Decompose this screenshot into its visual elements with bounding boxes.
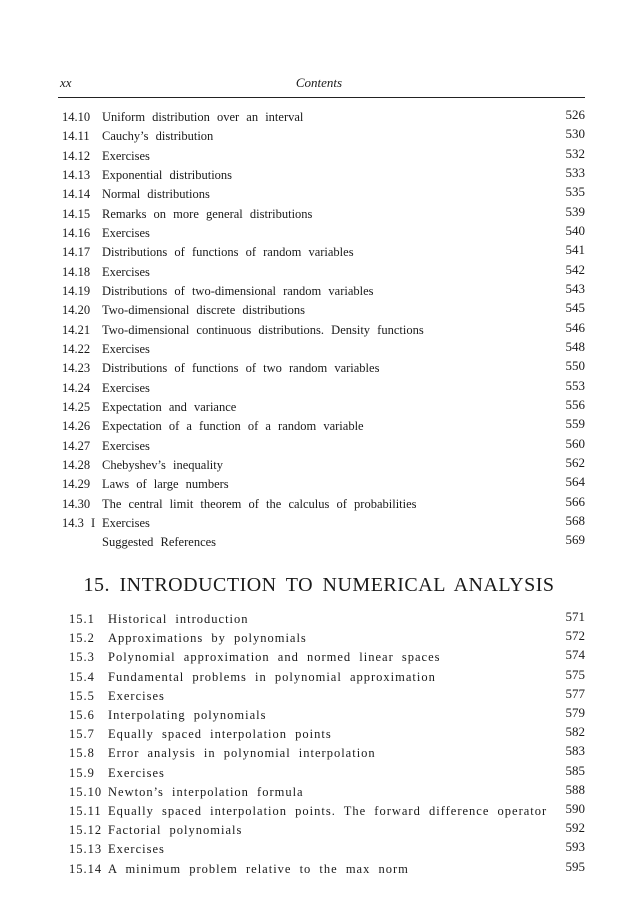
entry-page-number: 577 [565, 685, 585, 701]
toc-entry [0, 300, 638, 322]
entry-number: 14.3 I [62, 515, 96, 530]
entry-title: Newton’s interpolation formula [108, 784, 304, 799]
toc-entry [0, 666, 638, 689]
toc-entry [0, 164, 638, 187]
toc-entry [0, 416, 638, 438]
entry-number: 14.11 [62, 129, 90, 144]
entry-title: Normal distributions [102, 187, 210, 202]
entry-page-number: 526 [565, 107, 585, 122]
toc-entry [0, 647, 638, 669]
toc-entry [0, 724, 638, 746]
entry-page-number: 590 [565, 801, 585, 816]
toc-entry [0, 801, 638, 823]
entry-number: 14.10 [62, 110, 91, 124]
entry-page-number: 550 [565, 358, 585, 374]
toc-entry [0, 628, 638, 650]
toc-entry [0, 839, 638, 861]
entry-number: 15.5 [69, 688, 95, 703]
toc-entry [0, 685, 638, 708]
toc-entry [0, 203, 638, 226]
toc-entry [0, 242, 638, 264]
entry-number: 15.3 [69, 650, 95, 665]
header-title: Contents [295, 75, 343, 90]
entry-page-number: 530 [565, 126, 585, 142]
entry-number: 14.27 [62, 438, 91, 453]
entry-page-number: 579 [565, 705, 585, 720]
toc-entry [0, 107, 638, 129]
chapter-15-heading: 15. INTRODUCTION TO NUMERICAL ANALYSIS [83, 574, 555, 596]
entry-number: 14.29 [62, 477, 91, 492]
entry-page-number: 571 [565, 609, 585, 624]
entry-page-number: 568 [565, 512, 585, 528]
entry-page-number: 546 [565, 319, 585, 335]
entry-page-number: 560 [565, 435, 585, 451]
entry-page-number: 535 [565, 184, 585, 200]
entry-number: 15.10 [69, 784, 103, 799]
entry-title: Expectation and variance [102, 399, 237, 414]
entry-title: Exercises [102, 264, 150, 279]
entry-title: Error analysis in polynomial interpolation [108, 746, 376, 761]
entry-number: 15.12 [69, 823, 103, 838]
entry-number: 14.24 [62, 380, 91, 395]
entry-title: Exercises [108, 842, 165, 857]
entry-title: Historical introduction [108, 612, 249, 626]
entry-page-number: 572 [565, 628, 585, 644]
entry-number: 14.18 [62, 264, 91, 279]
toc-entry [0, 396, 638, 419]
entry-title: Exercises [102, 341, 150, 356]
entry-title: Exercises [108, 765, 165, 780]
entry-number: 14.17 [62, 245, 91, 260]
entry-title: Chebyshev’s inequality [102, 457, 223, 472]
entry-title: Distributions of two-dimensional random variables [102, 283, 374, 298]
entry-number: 15.13 [69, 842, 103, 857]
entry-title: A minimum problem relative to the max norm [108, 861, 409, 876]
entry-number: 15.2 [69, 631, 95, 646]
entry-title: Polynomial approximation and normed linear spaces [108, 650, 441, 665]
entry-number: 14.23 [62, 361, 91, 376]
entry-page-number: 583 [565, 743, 585, 759]
entry-page-number: 566 [565, 493, 585, 509]
entry-page-number: 548 [565, 338, 585, 354]
entry-title: Uniform distribution over an interval [102, 110, 304, 124]
toc-entry [0, 319, 638, 342]
toc-entry [0, 145, 638, 168]
entry-page-number: 585 [565, 762, 585, 778]
toc-entry [0, 820, 638, 842]
entry-page-number: 553 [565, 377, 585, 393]
entry-number: 15.1 [69, 612, 95, 626]
entry-page-number: 582 [565, 724, 585, 740]
entry-number: 14.26 [62, 419, 91, 434]
toc-entry [0, 609, 638, 631]
entry-number: 15.4 [69, 669, 95, 684]
entry-title: Fundamental problems in polynomial approximation [108, 669, 436, 684]
entry-number: 14.30 [62, 496, 91, 511]
entry-page-number: 545 [565, 300, 585, 316]
entry-number: 14.19 [62, 283, 91, 298]
entry-title: Exercises [102, 380, 150, 395]
entry-number: 15.7 [69, 727, 95, 742]
entry-page-number: 569 [565, 532, 585, 548]
toc-entry [0, 261, 638, 284]
entry-title: Distributions of functions of two random variables [102, 361, 380, 376]
header-rule [58, 97, 585, 98]
entry-title: Suggested References [102, 535, 217, 550]
entry-number: 14.16 [62, 225, 91, 240]
toc-entry [0, 705, 638, 727]
entry-title: Exercises [102, 438, 150, 453]
entry-title: Exercises [102, 515, 150, 530]
toc-entry [0, 377, 638, 400]
entry-number: 15.6 [69, 708, 95, 722]
entry-title: Remarks on more general distributions [102, 206, 313, 221]
entry-title: Exercises [102, 225, 150, 240]
entry-page-number: 542 [565, 261, 585, 277]
entry-page-number: 532 [565, 145, 585, 161]
entry-title: Exercises [108, 688, 165, 703]
entry-number: 14.22 [62, 341, 91, 356]
entry-page-number: 564 [565, 474, 585, 490]
toc-entry [0, 338, 638, 361]
entry-title: Factorial polynomials [108, 823, 243, 838]
entry-page-number: 588 [565, 781, 585, 797]
entry-number: 15.8 [69, 746, 95, 761]
entry-title: Cauchy’s distribution [102, 129, 214, 144]
entry-title: Two-dimensional continuous distributions. Density functions [102, 322, 424, 337]
toc-entry [0, 454, 638, 477]
entry-number: 14.25 [62, 399, 91, 414]
entry-title: Laws of large numbers [102, 477, 229, 492]
entry-page-number: 539 [565, 203, 585, 219]
entry-page-number: 593 [565, 839, 585, 855]
entry-number: 14.14 [62, 187, 91, 202]
toc-entry [0, 184, 638, 206]
entry-number: 14.28 [62, 457, 91, 472]
toc-entry [0, 858, 638, 881]
toc-entry [0, 280, 638, 303]
entry-title: Distributions of functions of random variables [102, 245, 354, 260]
toc-entry [0, 512, 638, 535]
entry-page-number: 533 [565, 164, 585, 180]
entry-page-number: 556 [565, 396, 585, 412]
entry-title: Equally spaced interpolation points. The forward difference operator [108, 804, 548, 818]
toc-entry [0, 474, 638, 496]
entry-title: Approximations by polynomials [108, 631, 307, 646]
entry-number: 15.9 [69, 765, 95, 780]
entry-page-number: 562 [565, 454, 585, 470]
toc-entry [0, 126, 638, 148]
toc-entry [0, 493, 638, 516]
entry-number: 15.11 [69, 804, 102, 818]
entry-number: 14.20 [62, 303, 91, 318]
entry-title: Expectation of a function of a random variable [102, 419, 364, 434]
toc-entry [0, 358, 638, 380]
entry-number: 14.13 [62, 167, 91, 182]
entry-title: Exponential distributions [102, 167, 233, 182]
entry-number: 14.15 [62, 206, 91, 221]
entry-title: Equally spaced interpolation points [108, 727, 332, 742]
entry-title: The central limit theorem of the calculus of probabilities [102, 496, 417, 511]
toc-entry [0, 222, 638, 245]
toc-entry [0, 781, 638, 804]
entry-number: 15.14 [69, 861, 103, 876]
toc-entry [0, 435, 638, 458]
entry-number: 14.21 [62, 322, 91, 337]
entry-title: Interpolating polynomials [108, 708, 267, 722]
entry-page-number: 540 [565, 222, 585, 238]
entry-page-number: 592 [565, 820, 585, 836]
entry-page-number: 559 [565, 416, 585, 432]
entry-page-number: 575 [565, 666, 585, 682]
header-page-number: xx [60, 75, 72, 90]
entry-page-number: 541 [565, 242, 585, 258]
toc-entry [0, 743, 638, 765]
entry-title: Exercises [102, 148, 150, 163]
entry-page-number: 543 [565, 280, 585, 296]
toc-entry [0, 762, 638, 785]
entry-page-number: 595 [565, 858, 585, 874]
toc-entry [0, 532, 638, 554]
entry-page-number: 574 [565, 647, 585, 663]
entry-number: 14.12 [62, 148, 91, 163]
entry-title: Two-dimensional discrete distributions [102, 303, 305, 318]
